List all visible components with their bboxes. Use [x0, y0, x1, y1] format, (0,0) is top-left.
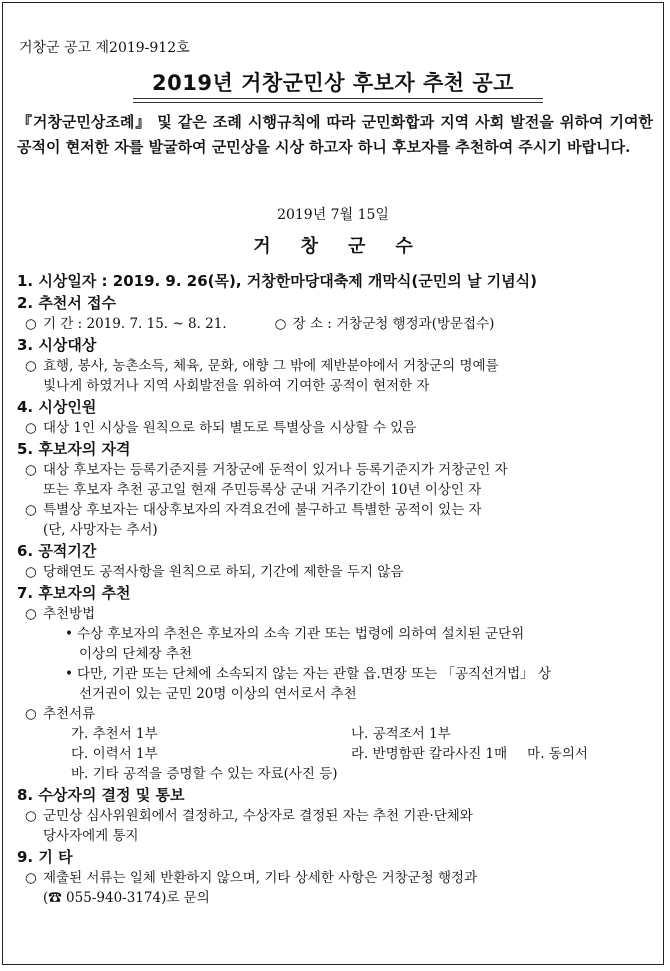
- section-6-title: 6. 공적기간: [17, 542, 97, 560]
- section-5-line-3: [17, 500, 657, 520]
- circle-marker: ○: [25, 462, 37, 478]
- section-3-text-1: 효행, 봉사, 농촌소득, 체육, 문화, 애향 그 밖에 제반분야에서 거창군의 명예를: [43, 358, 499, 374]
- section-7-bullet-2: [17, 664, 657, 684]
- docs-row-3: [17, 764, 657, 784]
- section-7-docs: [17, 704, 657, 724]
- section-6-text-1: 당해연도 공적사항을 원칙으로 하되, 기간에 제한을 두지 않음: [43, 564, 404, 580]
- section-8-line-2: 당사자에게 통지: [43, 828, 139, 844]
- circle-marker: ○: [25, 706, 37, 722]
- place-text: 장 소 : 거창군청 행정과(방문접수): [292, 316, 495, 332]
- section-4-title: 4. 시상인원: [17, 398, 97, 416]
- notice-date: 2019년 7월 15일: [277, 207, 389, 223]
- notice-title: 2019년 거창군민상 후보자 추천 공고: [152, 71, 514, 95]
- circle-marker: ○: [25, 808, 37, 824]
- section-3-title: 3. 시상대상: [17, 336, 97, 354]
- section-9-title: 9. 기 타: [17, 848, 73, 866]
- section-1-title: 1. 시상일자 : 2019. 9. 26(목), 거창한마당대축제 개막식(군민의 날 기념식): [17, 272, 537, 290]
- notice-document: [2, 2, 664, 965]
- circle-marker: ○: [25, 316, 37, 332]
- circle-marker: ○: [25, 606, 37, 622]
- section-7-bullet-2-cont: 선거권이 있는 군민 20명 이상의 연서로서 추천: [79, 686, 357, 702]
- sections: [17, 270, 657, 908]
- circle-marker: ○: [25, 420, 37, 436]
- notice-number: 거창군 공고 제2019-912호: [19, 40, 190, 56]
- doc-ga: 가. 추천서 1부: [71, 726, 158, 742]
- doc-ra: 라. 반명함판 칼라사진 1매: [351, 746, 508, 762]
- section-5-text-3: 특별상 후보자는 대상후보자의 자격요건에 불구하고 특별한 공적이 있는 자: [43, 502, 482, 518]
- circle-marker: ○: [25, 870, 37, 886]
- circle-marker: ○: [274, 316, 287, 332]
- intro-paragraph: 『거창군민상조례』 및 같은 조례 시행규칙에 따라 군민화합과 지역 사회 발전을 위하여 기여한 공적이 현저한 자를 발굴하여 군민상을 시상 하고자 하니 후보자를 추천하여 주시기 바랍니다.: [17, 113, 653, 156]
- section-9-text-1: 제출된 서류는 일체 반환하지 않으며, 기타 상세한 사항은 거창군청 행정과: [43, 870, 478, 886]
- section-8-line-1: [17, 806, 657, 826]
- section-7-bullet-1-cont: 이상의 단체장 추천: [79, 646, 192, 662]
- issuer-name: 거창군수: [253, 236, 443, 257]
- section-7-title: 7. 후보자의 추천: [17, 584, 131, 602]
- section-5-line-1: [17, 460, 657, 480]
- section-5-line-2: 또는 후보자 추천 공고일 현재 주민등록상 군내 거주기간이 10년 이상인 자: [43, 482, 482, 498]
- section-8-title: 8. 수상자의 결정 및 통보: [17, 786, 185, 804]
- circle-marker: ○: [25, 358, 37, 374]
- doc-ba: 바. 기타 공적을 증명할 수 있는 자료(사진 등): [71, 766, 338, 782]
- method-label: 추천방법: [43, 606, 96, 622]
- section-6-line-1: [17, 562, 657, 582]
- section-8-text-1: 군민상 심사위원회에서 결정하고, 수상자로 결정된 자는 추천 기관·단체와: [43, 808, 473, 824]
- bullet-marker: •: [65, 666, 73, 682]
- section-7-bullet-1: [17, 624, 657, 644]
- section-4-line-1: [17, 418, 657, 438]
- section-5-text-1: 대상 후보자는 등록기준지를 거창군에 둔적이 있거나 등록기준지가 거창군인 자: [43, 462, 508, 478]
- section-7-method: [17, 604, 657, 624]
- bullet-marker: •: [65, 626, 73, 642]
- title-underline: [133, 98, 543, 103]
- docs-label: 추천서류: [43, 706, 96, 722]
- period-text: 기 간 : 2019. 7. 15. ~ 8. 21.: [43, 316, 227, 332]
- section-3-line-2: 빛나게 하였거나 지역 사회발전을 위하여 기여한 공적이 현저한 자: [43, 378, 430, 394]
- docs-row-1: [17, 724, 657, 744]
- docs-row-2: [17, 744, 657, 764]
- section-5-title: 5. 후보자의 자격: [17, 440, 131, 458]
- section-5-line-4: (단, 사망자는 추서): [43, 522, 158, 538]
- circle-marker: ○: [25, 502, 37, 518]
- section-3-line-1: [17, 356, 657, 376]
- section-9-line-1: [17, 868, 657, 888]
- section-2-title: 2. 추천서 접수: [17, 294, 117, 312]
- section-4-text-1: 대상 1인 시상을 원칙으로 하되 별도로 특별상을 시상할 수 있음: [43, 420, 417, 436]
- section-2-line: [17, 314, 657, 334]
- doc-ma: 마. 동의서: [527, 746, 588, 762]
- bullet-1-text: 수상 후보자의 추천은 후보자의 소속 기관 또는 법령에 의하여 설치된 군단위: [77, 626, 525, 642]
- section-9-line-2: (☎ 055-940-3174)로 문의: [43, 890, 210, 906]
- doc-da: 다. 이력서 1부: [71, 746, 158, 762]
- doc-na: 나. 공적조서 1부: [351, 726, 451, 742]
- bullet-2-text: 다만, 기관 또는 단체에 소속되지 않는 자는 관할 읍.면장 또는 「공직선거법」 상: [77, 666, 552, 682]
- circle-marker: ○: [25, 564, 37, 580]
